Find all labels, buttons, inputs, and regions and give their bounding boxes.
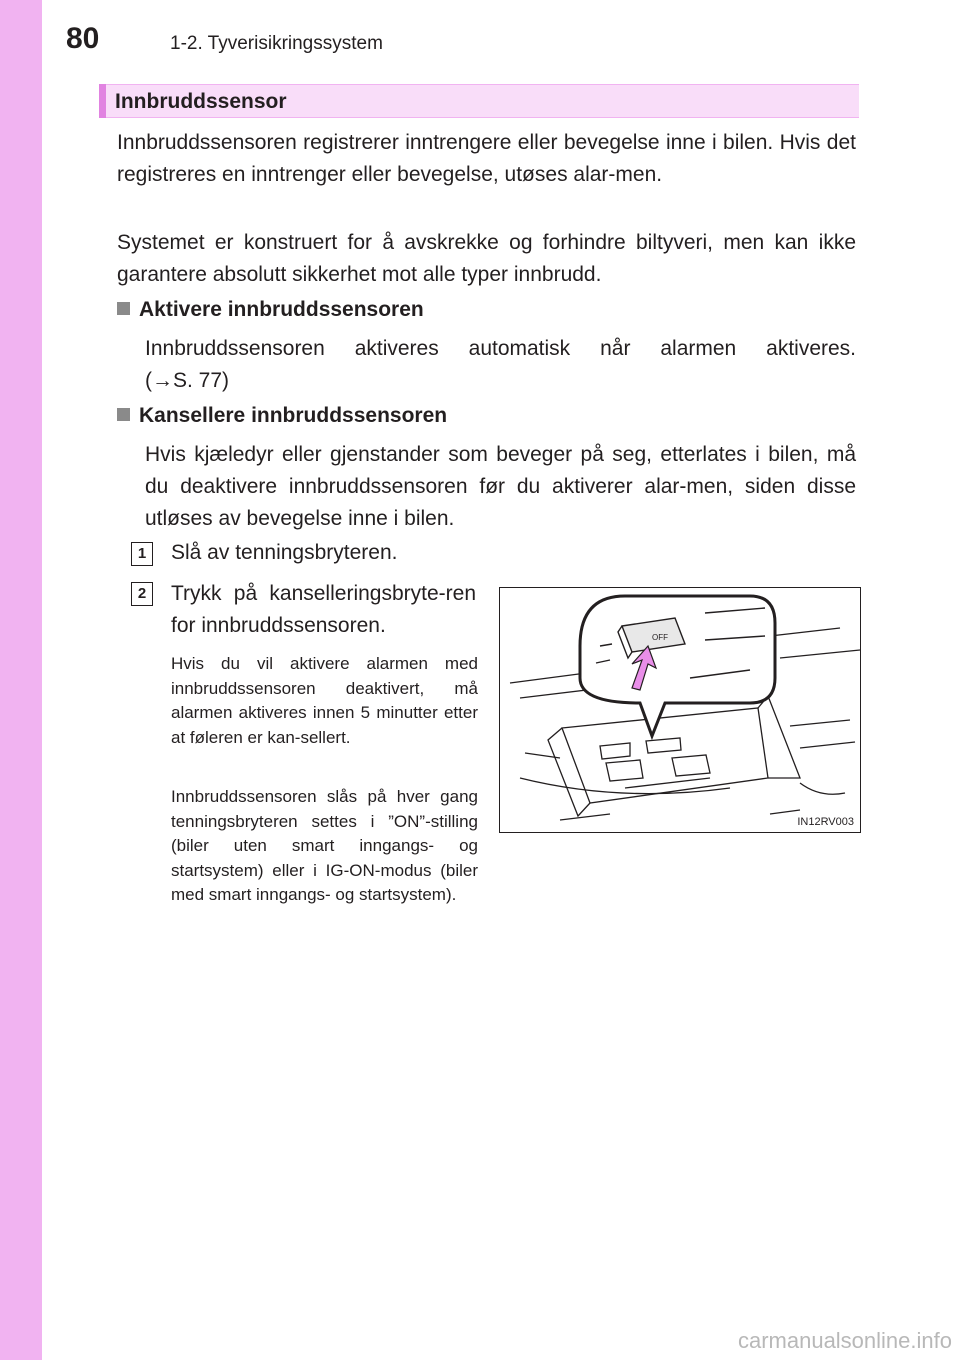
side-color-stripe <box>0 0 42 1360</box>
step-text-2: Trykk på kanselleringsbryte-ren for innbruddssensoren. <box>171 582 476 637</box>
console-drawing <box>500 588 861 833</box>
step-number-2: 2 <box>131 582 153 606</box>
activate-body-line1: Innbruddssensoren aktiveres automatisk når alarmen aktiveres. <box>145 337 856 360</box>
figure-code: IN12RV003 <box>797 816 854 828</box>
cancel-heading-text: Kansellere innbruddssensoren <box>139 404 448 427</box>
step-number-1: 1 <box>131 542 153 566</box>
note-1: Hvis du vil aktivere alarmen med innbruddssensoren deaktivert, må alarmen aktiveres innen 5 minutter etter at føleren er kan-sellert. <box>171 654 478 747</box>
intro-paragraph-2: Systemet er konstruert for å avskrekke og forhindre biltyveri, men kan ikke garantere absolutt sikkerhet mot alle typer innbrudd. <box>117 231 856 286</box>
step-text-1: Slå av tenningsbryteren. <box>171 541 398 564</box>
off-button-label: OFF <box>652 633 668 642</box>
square-bullet-icon <box>117 408 130 421</box>
intro-paragraph-1: Innbruddssensoren registrerer inntrengere eller bevegelse inne i bilen. Hvis det registreres en inntrenger eller bevegelse, utøses alar-men. <box>117 131 856 186</box>
activate-heading-text: Aktivere innbruddssensoren <box>139 298 424 321</box>
section-title: Innbruddssensor <box>115 90 287 113</box>
callout-bubble <box>580 596 775 736</box>
activate-body-line2: (→S. 77) <box>145 369 230 392</box>
overhead-console-illustration <box>499 587 861 833</box>
activate-heading <box>117 298 424 322</box>
section-header <box>99 84 859 118</box>
chapter-title: 1-2. Tyverisikringssystem <box>170 33 383 54</box>
cancel-heading <box>117 404 447 428</box>
page-number: 80 <box>66 22 100 55</box>
watermark: carmanualsonline.info <box>737 1328 952 1353</box>
section-accent <box>99 84 106 118</box>
square-bullet-icon <box>117 302 130 315</box>
note-2: Innbruddssensoren slås på hver gang tenningsbryteren settes i ”ON”-stilling (biler uten smart inngangs- og startsystem) eller i IG-ON-modus (biler med smart inngangs- og startsystem). <box>171 787 478 904</box>
cancel-body: Hvis kjæledyr eller gjenstander som beveger på seg, etterlates i bilen, må du deaktivere innbruddssensoren før du aktiverer alar-men, siden disse utløses av bevegelse inne i bilen. <box>145 443 856 530</box>
